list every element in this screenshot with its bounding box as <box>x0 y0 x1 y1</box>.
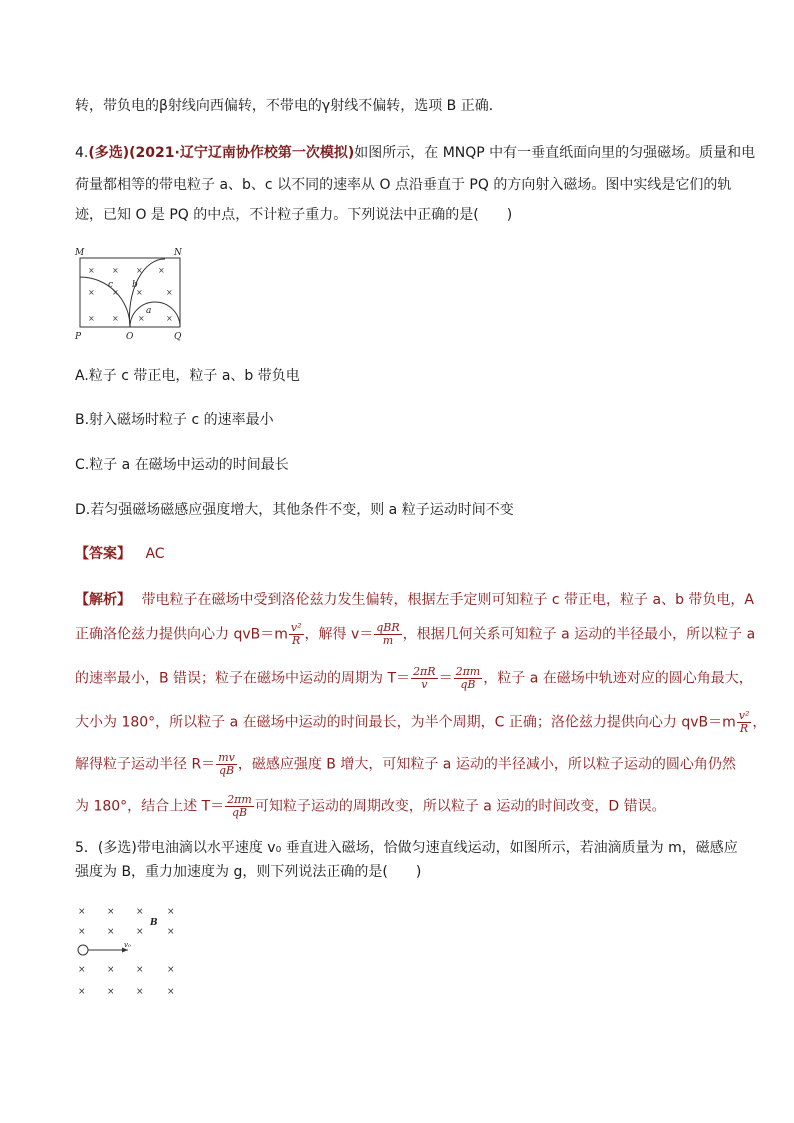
label-v0: v₀ <box>124 941 131 949</box>
oil-drop <box>78 945 88 955</box>
label-P: P <box>75 332 82 342</box>
option-a: A.粒子 c 带正电，粒子 a、b 带负电 <box>75 368 300 384</box>
field-boundary <box>80 258 180 327</box>
field-cross: × <box>112 288 119 297</box>
field-cross: × <box>88 314 95 323</box>
analysis-line-6 <box>75 794 666 819</box>
analysis-line-4 <box>75 710 766 735</box>
analysis-text: 正确洛伦兹力提供向心力 qvB＝m <box>75 626 288 643</box>
field-cross: × <box>167 987 175 997</box>
question-text: 如图所示，在 MNQP 中有一垂直纸面向里的匀强磁场。质量和电 <box>354 145 756 161</box>
analysis-text: ，粒子 a 在磁场中轨迹对应的圆心角最大， <box>483 670 753 687</box>
field-cross: × <box>136 965 144 975</box>
answer-label: 【答案】 <box>75 546 131 562</box>
field-cross: × <box>112 266 119 275</box>
analysis-text: ， <box>752 714 767 731</box>
label-c: c <box>108 280 114 290</box>
field-cross: × <box>167 927 175 937</box>
fraction: $\frac{mv}{qB}$ <box>218 751 235 777</box>
field-cross: × <box>112 314 119 323</box>
fraction: $\frac{\text{qBR}}{m}$ <box>376 621 400 647</box>
label-Q: Q <box>174 332 182 342</box>
field-cross: × <box>107 907 115 917</box>
fraction: $\frac{\text{v²}}{R}$ <box>738 709 750 735</box>
field-cross: × <box>78 965 86 975</box>
label-b: b <box>132 280 138 290</box>
question-4-line-2: 荷量都相等的带电粒子 a、b、c 以不同的速率从 O 点沿垂直于 PQ 的方向射入磁场。图中实线是它们的轨 <box>75 177 732 193</box>
analysis-text: ，解得 v＝ <box>304 626 374 643</box>
label-N: N <box>174 248 182 258</box>
label-B: B <box>150 918 158 928</box>
analysis-text: ，磁感应强度 B 增大，可知粒子 a 运动的半径减小，所以粒子运动的圆心角仍然 <box>237 756 736 773</box>
question-number: 4. <box>75 145 89 161</box>
field-cross: × <box>78 927 86 937</box>
label-M: M <box>75 248 85 258</box>
analysis-text: 可知粒子运动的周期改变，所以粒子 a 运动的时间改变，D 错误。 <box>254 798 666 815</box>
analysis-text: 带电粒子在磁场中受到洛伦兹力发生偏转，根据左手定则可知粒子 c 带正电，粒子 a、b 带负电，A <box>141 592 754 608</box>
field-cross: × <box>166 314 173 323</box>
field-cross: × <box>167 965 175 975</box>
option-b: B.射入磁场时粒子 c 的速率最小 <box>75 412 274 428</box>
oil-drop-magnetic-field-figure <box>74 898 194 1003</box>
question-4-line-3: 迹，已知 O 是 PQ 的中点，不计粒子重力。下列说法中正确的是( ) <box>75 207 513 223</box>
field-cross: × <box>107 927 115 937</box>
fraction: $\frac{\text{v²}}{R}$ <box>290 621 302 647</box>
question-4-line-1 <box>75 143 755 163</box>
fraction: $\frac{2\pi m}{qB}$ <box>455 665 481 691</box>
analysis-line-5 <box>75 752 736 777</box>
field-cross: × <box>166 288 173 297</box>
prev-answer-tail: 转，带负电的β射线向西偏转，不带电的γ射线不偏转，选项 B 正确． <box>75 98 503 114</box>
field-cross: × <box>78 907 86 917</box>
answer-row <box>75 544 165 564</box>
fraction: $\frac{2\pi R}{v}$ <box>413 665 436 691</box>
field-cross: × <box>136 907 144 917</box>
analysis-text: 解得粒子运动半径 R＝ <box>75 756 216 773</box>
field-cross: × <box>167 907 175 917</box>
option-c: C.粒子 a 在磁场中运动的时间最长 <box>75 457 289 473</box>
question-5-line-2: 强度为 B，重力加速度为 g，则下列说法正确的是( ) <box>75 864 422 880</box>
analysis-line-2 <box>75 622 755 647</box>
analysis-text: 大小为 180°，所以粒子 a 在磁场中运动的时间最长，为半个周期，C 正确；洛伦兹力提供向心力 qvB＝m <box>75 714 736 731</box>
field-cross: × <box>136 266 143 275</box>
field-cross: × <box>136 927 144 937</box>
analysis-line-3 <box>75 666 753 691</box>
field-cross: × <box>88 288 95 297</box>
field-cross: × <box>158 266 165 275</box>
fraction: $\frac{2\pi m}{qB}$ <box>227 793 252 819</box>
field-cross: × <box>107 965 115 975</box>
answer-value: AC <box>145 546 165 562</box>
label-O: O <box>126 332 134 342</box>
option-d: D.若匀强磁场磁感应强度增大，其他条件不变，则 a 粒子运动时间不变 <box>75 502 514 518</box>
field-cross: × <box>136 288 143 297</box>
label-a: a <box>146 306 152 316</box>
magnetic-field-trajectory-figure <box>74 245 194 345</box>
analysis-text: 为 180°，结合上述 T＝ <box>75 798 225 815</box>
analysis-text: ，根据几何关系可知粒子 a 运动的半径最小，所以粒子 a <box>402 626 756 643</box>
analysis-label: 【解析】 <box>75 592 131 608</box>
field-cross: × <box>136 987 144 997</box>
question-source-tag: (多选)(2021·辽宁辽南协作校第一次模拟) <box>88 145 355 161</box>
field-cross: × <box>88 266 95 275</box>
analysis-text: 的速率最小，B 错误；粒子在磁场中运动的周期为 T＝ <box>75 670 411 687</box>
field-cross: × <box>138 314 145 323</box>
field-cross: × <box>78 987 86 997</box>
field-cross: × <box>107 987 115 997</box>
question-5-line-1: 5．(多选)带电油滴以水平速度 v₀ 垂直进入磁场，恰做匀速直线运动，如图所示，若油滴质量为 m，磁感应 <box>75 840 738 856</box>
analysis-text: ＝ <box>438 670 453 687</box>
analysis-line-1 <box>75 590 754 610</box>
